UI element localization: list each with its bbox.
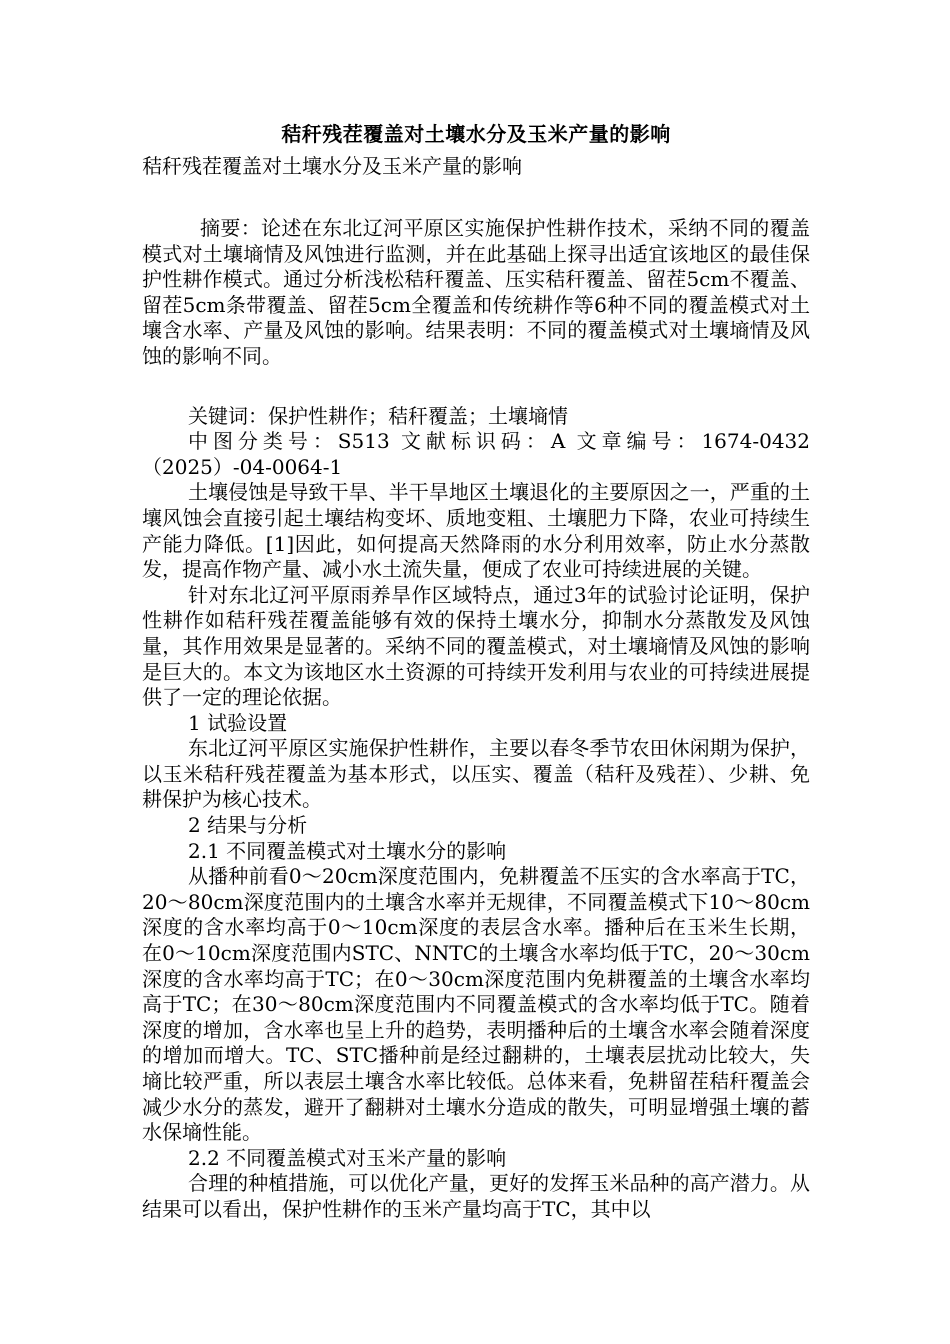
spacer bbox=[142, 370, 810, 404]
section-2-1-heading: 2.1 不同覆盖模式对土壤水分的影响 bbox=[188, 838, 507, 863]
document-body bbox=[142, 118, 810, 1223]
section-2-2-heading: 2.2 不同覆盖模式对玉米产量的影响 bbox=[188, 1145, 507, 1170]
section-1-paragraph: 东北辽河平原区实施保护性耕作，主要以春冬季节农田休闲期为保护，以玉米秸秆残茬覆盖为基本形式，以压实、覆盖（秸秆及残茬）、少耕、免耕保护为核心技术。 bbox=[142, 736, 810, 812]
section-2-2-paragraph: 合理的种植措施，可以优化产量，更好的发挥玉米品种的高产潜力。从结果可以看出，保护性耕作的玉米产量均高于TC，其中以 bbox=[142, 1171, 810, 1221]
section-2-1-paragraph: 从播种前看0～20cm深度范围内，免耕覆盖不压实的含水率高于TC，20～80cm深度范围内的土壤含水率并无规律，不同覆盖模式下10～80cm深度的含水率均高于0～10cm深度的表层含水率。播种后在玉米生长期，在0～10cm深度范围内STC、NNTC的土壤含水率均低于TC，20～30cm深度的含水率均高于TC；在0～30cm深度范围内免耕覆盖的土壤含水率均高于TC；在30～80cm深度范围内不同覆盖模式的含水率均低于TC。随着深度的增加，含水率也呈上升的趋势，表明播种后的土壤含水率会随着深度的增加而增大。TC、STC播种前是经过翻耕的，土壤表层扰动比较大，失墒比较严重，所以表层土壤含水率比较低。总体来看，免耕留茬秸秆覆盖会减少水分的蒸发，避开了翻耕对土壤水分造成的散失，可明显增强土壤的蓄水保墒性能。 bbox=[142, 864, 810, 1145]
document-title: 秸秆残茬覆盖对土壤水分及玉米产量的影响 bbox=[281, 122, 671, 146]
keywords-line: 关键词：保护性耕作；秸秆覆盖；土壤墒情 bbox=[188, 403, 568, 428]
spacer bbox=[142, 182, 810, 216]
intro-paragraph-2: 针对东北辽河平原雨养旱作区域特点，通过3年的试验讨论证明，保护性耕作如秸秆残茬覆盖能够有效的保持土壤水分，抑制水分蒸散发及风蚀量，其作用效果是显著的。采纳不同的覆盖模式，对土壤墒情及风蚀的影响是巨大的。本文为该地区水土资源的可持续开发利用与农业的可持续进展提供了一定的理论依据。 bbox=[142, 582, 810, 710]
document-subtitle: 秸秆残茬覆盖对土壤水分及玉米产量的影响 bbox=[142, 154, 522, 178]
intro-paragraph-1: 土壤侵蚀是导致干旱、半干旱地区土壤退化的主要原因之一，严重的土壤风蚀会直接引起土壤结构变坏、质地变粗、土壤肥力下降，农业可持续生产能力降低。[1]因此，如何提高天然降雨的水分利用效率，防止水分蒸散发，提高作物产量、减小水土流失量，便成了农业可持续进展的关键。 bbox=[142, 480, 810, 582]
classification-line: 中图分类号：S513 文献标识码：A 文章编号：1674-0432（2025）-04-0064-1 bbox=[142, 429, 810, 479]
abstract-paragraph: 摘要：论述在东北辽河平原区实施保护性耕作技术，采纳不同的覆盖模式对土壤墒情及风蚀进行监测，并在此基础上探寻出适宜该地区的最佳保护性耕作模式。通过分析浅松秸秆覆盖、压实秸秆覆盖、留茬5cm不覆盖、留茬5cm条带覆盖、留茬5cm全覆盖和传统耕作等6种不同的覆盖模式对土壤含水率、产量及风蚀的影响。结果表明：不同的覆盖模式对土壤墒情及风蚀的影响不同。 bbox=[142, 216, 810, 368]
section-2-heading: 2 结果与分析 bbox=[188, 813, 308, 838]
section-1-heading: 1 试验设置 bbox=[188, 710, 288, 735]
